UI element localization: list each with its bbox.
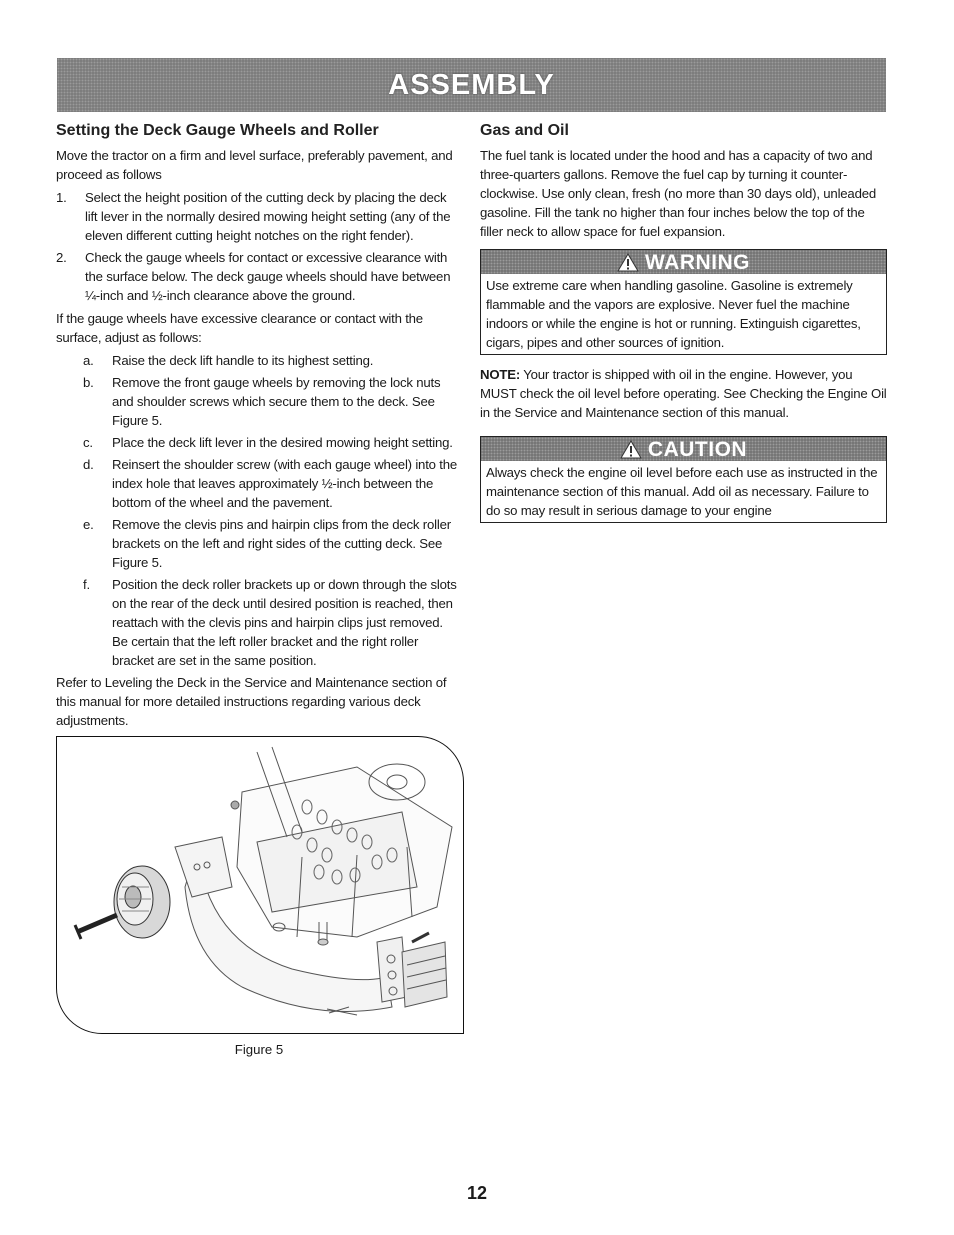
page-number: 12 (466, 1183, 488, 1203)
warning-title: WARNING (645, 250, 750, 274)
list-item: 1. Select the height position of the cutting deck by placing the deck lift lever in the normally desired mowing height setting (any of the eleven different cutting height notches on the right fender). (56, 190, 451, 243)
deck-intro: Move the tractor on a firm and level surface, preferably pavement, and proceed as follows (56, 148, 453, 182)
note-text: Your tractor is shipped with oil in the engine. However, you MUST check the oil level before operating. See Checking the Engine Oil in the Service and Maintenance section of this manual. (480, 367, 887, 420)
main-steps (56, 188, 462, 305)
caution-box (480, 436, 887, 523)
adjust-intro: If the gauge wheels have excessive clearance or contact with the surface, adjust as follows: (56, 311, 423, 345)
figure-5-illustration (56, 736, 464, 1034)
caution-title: CAUTION (647, 437, 748, 461)
gas-intro: The fuel tank is located under the hood and has a capacity of two and three-quarters gallons. Remove the fuel cap by turning it counter-clockwise. Use only clean, fresh (no more than 30 days old), unleaded gasoline. Fill the tank no higher than four inches below the top of the filler neck to allow space for fuel expansion. (480, 148, 876, 239)
list-item: c. Place the deck lift lever in the desired mowing height setting. (83, 435, 453, 450)
list-item: a. Raise the deck lift handle to its highest setting. (83, 353, 374, 368)
warning-triangle-icon (617, 253, 639, 272)
warning-text: Use extreme care when handling gasoline. Gasoline is extremely flammable and the vapors are explosive. Never fuel the machine indoors or while the engine is hot or running. Extinguish cigarettes, cigars, pipes and other sources of ignition. (486, 278, 861, 350)
sub-steps (83, 351, 462, 670)
closing-paragraph: Refer to Leveling the Deck in the Service and Maintenance section of this manual for more detailed instructions regarding various deck adjustments. (56, 675, 447, 728)
gas-oil-heading: Gas and Oil (480, 122, 569, 139)
deck-gauge-heading: Setting the Deck Gauge Wheels and Roller (56, 122, 379, 139)
warning-triangle-icon (620, 440, 642, 459)
warning-header (481, 250, 886, 274)
list-item: 2. Check the gauge wheels for contact or excessive clearance with the surface below. The deck gauge wheels should have between ¼-inch and ½-inch clearance above the ground. (56, 250, 451, 303)
list-item: e. Remove the clevis pins and hairpin clips from the deck roller brackets on the left and right sides of the cutting deck. See Figure 5. (83, 517, 451, 570)
figure-caption: Figure 5 (234, 1042, 284, 1057)
list-item: b. Remove the front gauge wheels by removing the lock nuts and shoulder screws which secure them to the deck. See Figure 5. (83, 375, 441, 428)
warning-box (480, 249, 887, 355)
list-item: d. Reinsert the shoulder screw (with each gauge wheel) into the index hole that leaves approximately ½-inch between the bottom of the wheel and the pavement. (83, 457, 457, 510)
deck-illustration (57, 737, 463, 1033)
caution-header (481, 437, 886, 461)
note-label: NOTE: (480, 367, 521, 382)
list-item: f. Position the deck roller brackets up or down through the slots on the rear of the deck until desired position is reached, then reattach with the clevis pins and hairpin clips just removed. Be certain that the left roller bracket and the right roller bracket are set in the same position. (83, 577, 457, 668)
section-banner (57, 58, 886, 112)
section-title: ASSEMBLY (388, 68, 555, 101)
note-paragraph (480, 365, 887, 422)
right-column (480, 122, 887, 533)
left-column (56, 122, 462, 734)
caution-text: Always check the engine oil level before each use as instructed in the maintenance section of this manual. Add oil as necessary. Failure to do so may result in serious damage to your engine (486, 465, 878, 518)
